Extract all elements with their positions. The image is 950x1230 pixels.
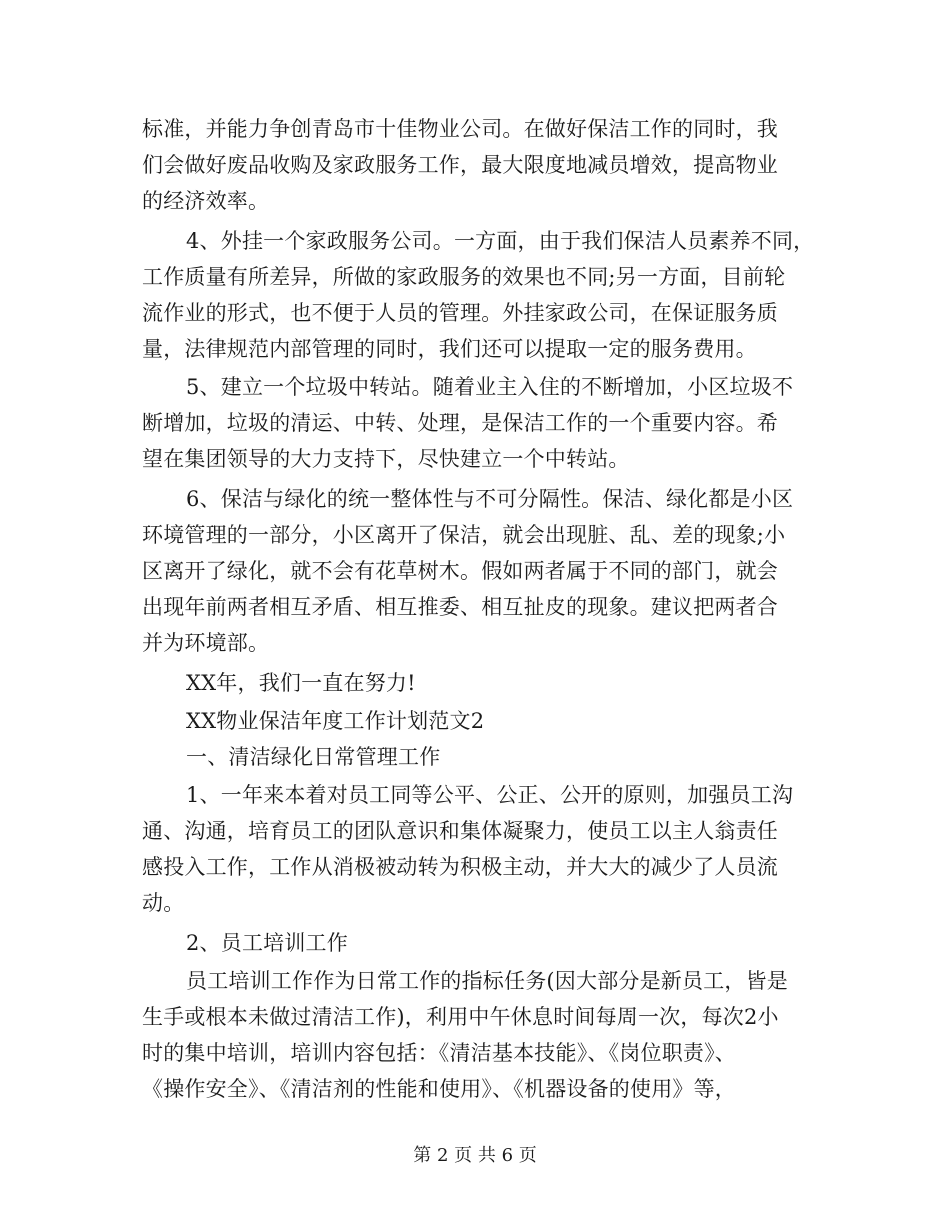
text-line: 流作业的形式，也不便于人员的管理。外挂家政公司，在保证服务质 [142, 301, 778, 325]
text-line: 们会做好废品收购及家政服务工作，最大限度地减员增效，提高物业 [142, 153, 778, 177]
subsection-heading: 2、员工培训工作 [186, 931, 348, 955]
text-line: 断增加，垃圾的清运、中转、处理，是保洁工作的一个重要内容。希 [142, 411, 778, 435]
text-line: 动。 [142, 891, 185, 915]
text-line: 的经济效率。 [142, 189, 270, 213]
text-line: 5、建立一个垃圾中转站。随着业主入住的不断增加，小区垃圾不 [186, 375, 794, 399]
section-heading: 一、清洁绿化日常管理工作 [186, 745, 441, 769]
text-line: 《操作安全》、《清洁剂的性能和使用》、《机器设备的使用》等， [142, 1077, 736, 1101]
text-line: 区离开了绿化，就不会有花草树木。假如两者属于不同的部门，就会 [142, 559, 778, 583]
text-line: 并为环境部。 [142, 631, 270, 655]
text-line: 时的集中培训，培训内容包括：《清洁基本技能》、《岗位职责》、 [142, 1041, 736, 1065]
text-line: 生手或根本未做过清洁工作)，利用中午休息时间每周一次，每次2小 [142, 1005, 779, 1029]
text-line: 员工培训工作作为日常工作的指标任务(因大部分是新员工，皆是 [186, 969, 788, 993]
text-line: 6、保洁与绿化的统一整体性与不可分隔性。保洁、绿化都是小区 [186, 487, 794, 511]
text-line: 标准，并能力争创青岛市十佳物业公司。在做好保洁工作的同时，我 [142, 117, 778, 141]
text-line: 出现年前两者相互矛盾、相互推委、相互扯皮的现象。建议把两者合 [142, 595, 778, 619]
text-line: 望在集团领导的大力支持下，尽快建立一个中转站。 [142, 447, 630, 471]
text-line: 工作质量有所差异，所做的家政服务的效果也不同;另一方面，目前轮 [142, 265, 786, 289]
page-number-footer: 第 2 页 共 6 页 [413, 1145, 537, 1166]
document-heading: XX物业保洁年度工作计划范文2 [186, 709, 485, 733]
text-line: XX年，我们一直在努力! [186, 671, 416, 695]
text-line: 环境管理的一部分，小区离开了保洁，就会出现脏、乱、差的现象;小 [142, 523, 786, 547]
text-line: 1、一年来本着对员工同等公平、公正、公开的原则，加强员工沟 [186, 783, 794, 807]
text-line: 感投入工作，工作从消极被动转为积极主动，并大大的减少了人员流 [142, 855, 778, 879]
text-line: 通、沟通，培育员工的团队意识和集体凝聚力，使员工以主人翁责任 [142, 819, 778, 843]
text-line: 4、外挂一个家政服务公司。一方面，由于我们保洁人员素养不同， [186, 229, 815, 253]
text-line: 量，法律规范内部管理的同时，我们还可以提取一定的服务费用。 [142, 337, 757, 361]
